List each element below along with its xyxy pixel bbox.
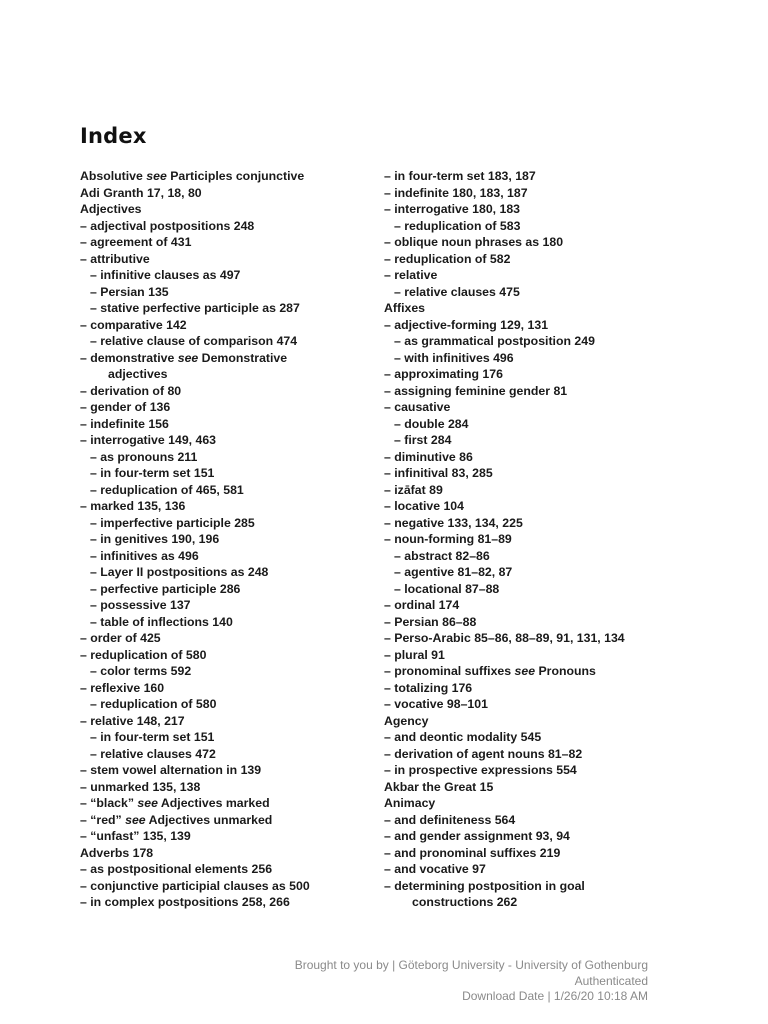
footer-auth-line: Authenticated (574, 973, 648, 988)
index-subentry: – adjectival postpositions 248 (80, 218, 255, 233)
index-subentry: – in genitives 190, 196 (90, 532, 220, 546)
index-subentry: – relative 148, 217 (80, 713, 185, 728)
entry-text: Demonstrative (198, 350, 288, 365)
index-subentry: – oblique noun phrases as 180 (384, 235, 564, 249)
index-column-left (80, 168, 410, 911)
index-column-right (384, 168, 714, 911)
index-heading: Adi Granth 17, 18, 80 (80, 185, 202, 200)
index-subentry: – Perso-Arabic 85–86, 88–89, 91, 131, 134 (384, 631, 625, 645)
index-subentry (384, 663, 714, 680)
index-subentry: – table of inflections 140 (90, 614, 233, 629)
index-subentry: – interrogative 180, 183 (384, 202, 521, 216)
index-subentry: – Persian 86–88 (384, 614, 477, 629)
index-subentry: – reduplication of 582 (384, 251, 511, 266)
index-subentry: – assigning feminine gender 81 (384, 383, 568, 398)
index-subentry: – adjective-forming 129, 131 (384, 317, 549, 332)
index-subentry: – stative perfective participle as 287 (90, 301, 300, 315)
see-reference: see (125, 812, 146, 827)
index-subentry: – reduplication of 465, 581 (90, 482, 244, 497)
entry-text: Adjectives marked (157, 796, 270, 810)
index-subentry: – Persian 135 (90, 284, 169, 299)
entry-text: – demonstrative (80, 350, 178, 365)
index-subentry: – ordinal 174 (384, 598, 460, 612)
see-reference: see (146, 169, 167, 183)
index-subentry: – color terms 592 (90, 664, 192, 678)
index-subentry: – derivation of agent nouns 81–82 (384, 746, 583, 761)
index-subentry: – relative clauses 472 (90, 746, 216, 761)
index-subentry: – as pronouns 211 (90, 449, 198, 464)
index-subentry: – derivation of 80 (80, 383, 182, 398)
index-subentry: – indefinite 156 (80, 416, 169, 431)
index-subentry: – and pronominal suffixes 219 (384, 845, 561, 860)
entry-text: – “red” (80, 812, 126, 827)
index-subentry: – vocative 98–101 (384, 697, 488, 711)
index-heading: Agency (384, 713, 429, 728)
index-subentry: – infinitival 83, 285 (384, 466, 493, 480)
index-subentry: – reduplication of 580 (80, 647, 207, 662)
index-subentry: – approximating 176 (384, 367, 503, 381)
index-subentry: – in four-term set 151 (90, 466, 215, 480)
index-subentry: – agreement of 431 (80, 235, 192, 249)
see-reference: see (177, 350, 199, 365)
index-subentry: – reflexive 160 (80, 680, 165, 695)
index-subentry: – with infinitives 496 (394, 350, 514, 365)
index-subentry: – causative (384, 400, 451, 414)
index-heading: Animacy (384, 796, 436, 810)
index-subentry: – and deontic modality 545 (384, 730, 542, 744)
index-heading: Adverbs 178 (80, 845, 154, 860)
index-subentry: – relative clause of comparison 474 (90, 334, 298, 348)
index-subentry: – plural 91 (384, 647, 445, 662)
page-title: Index (80, 124, 147, 148)
index-subentry: – attributive (80, 251, 150, 266)
index-subentry: – possessive 137 (90, 598, 191, 612)
index-subentry: – stem vowel alternation in 139 (80, 763, 262, 777)
index-subentry: – in four-term set 151 (90, 730, 215, 744)
index-subentry: – in complex postpositions 258, 266 (80, 895, 290, 909)
index-subentry: – gender of 136 (80, 400, 171, 414)
index-subentry: – agentive 81–82, 87 (394, 565, 513, 579)
index-subentry: – and gender assignment 93, 94 (384, 829, 570, 843)
index-heading (80, 168, 410, 185)
index-subentry: – noun-forming 81–89 (384, 532, 512, 546)
index-subentry: – marked 135, 136 (80, 499, 186, 513)
entry-text: Adjectives unmarked (145, 812, 273, 827)
index-subentry: – order of 425 (80, 631, 161, 645)
index-subentry: – double 284 (394, 416, 469, 431)
index-subentry: – in prospective expressions 554 (384, 763, 577, 777)
index-subentry: – indefinite 180, 183, 187 (384, 185, 528, 200)
entry-text: Participles conjunctive (166, 169, 305, 183)
index-subentry: – infinitives as 496 (90, 548, 199, 563)
index-subentry: – unmarked 135, 138 (80, 779, 201, 794)
index-subentry: – relative (384, 268, 438, 282)
index-subentry: – as grammatical postposition 249 (394, 334, 595, 348)
index-heading: Adjectives (80, 202, 142, 216)
index-subentry: – diminutive 86 (384, 449, 473, 464)
index-heading: Affixes (384, 301, 426, 315)
index-subentry: – in four-term set 183, 187 (384, 169, 536, 183)
index-subentry: – conjunctive participial clauses as 500 (80, 878, 310, 893)
index-subentry: – comparative 142 (80, 317, 187, 332)
entry-text: – “black” (80, 796, 138, 810)
index-subentry: – izāfat 89 (384, 482, 443, 497)
index-subentry (80, 812, 410, 829)
index-subentry: – reduplication of 583 (394, 218, 521, 233)
index-subentry: – interrogative 149, 463 (80, 433, 217, 447)
index-subentry: – perfective participle 286 (90, 581, 241, 596)
see-reference: see (514, 664, 536, 678)
index-subentry: – totalizing 176 (384, 680, 473, 695)
index-subentry: constructions 262 (412, 895, 518, 909)
index-subentry: – determining postposition in goal (384, 878, 585, 893)
entry-text: Pronouns (535, 664, 596, 678)
footer-provider-line: Brought to you by | Göteborg University - University of Gothenburg (294, 958, 648, 972)
entry-text: Absolutive (80, 169, 147, 183)
index-subentry: – negative 133, 134, 225 (384, 515, 523, 530)
index-subentry: – first 284 (394, 433, 452, 447)
index-subentry: – abstract 82–86 (394, 548, 490, 563)
index-subentry: – infinitive clauses as 497 (90, 268, 241, 282)
index-subentry: – relative clauses 475 (394, 284, 520, 299)
index-subentry (80, 795, 410, 812)
index-subentry: – Layer II postpositions as 248 (90, 565, 269, 579)
index-subentry: – “unfast” 135, 139 (80, 829, 191, 843)
index-subentry: – reduplication of 580 (90, 697, 217, 711)
see-reference: see (137, 796, 158, 810)
index-heading: Akbar the Great 15 (384, 779, 494, 794)
index-subentry: – and definiteness 564 (384, 812, 516, 827)
download-footer (295, 958, 648, 1005)
index-subentry: adjectives (108, 367, 168, 381)
index-subentry: – and vocative 97 (384, 862, 486, 876)
index-subentry: – locational 87–88 (394, 581, 500, 596)
index-subentry: – imperfective participle 285 (90, 515, 255, 530)
index-subentry: – as postpositional elements 256 (80, 862, 273, 876)
footer-date-line: Download Date | 1/26/20 10:18 AM (462, 989, 648, 1003)
index-subentry: – locative 104 (384, 499, 464, 513)
index-subentry (80, 350, 410, 367)
entry-text: – pronominal suffixes (384, 664, 515, 678)
